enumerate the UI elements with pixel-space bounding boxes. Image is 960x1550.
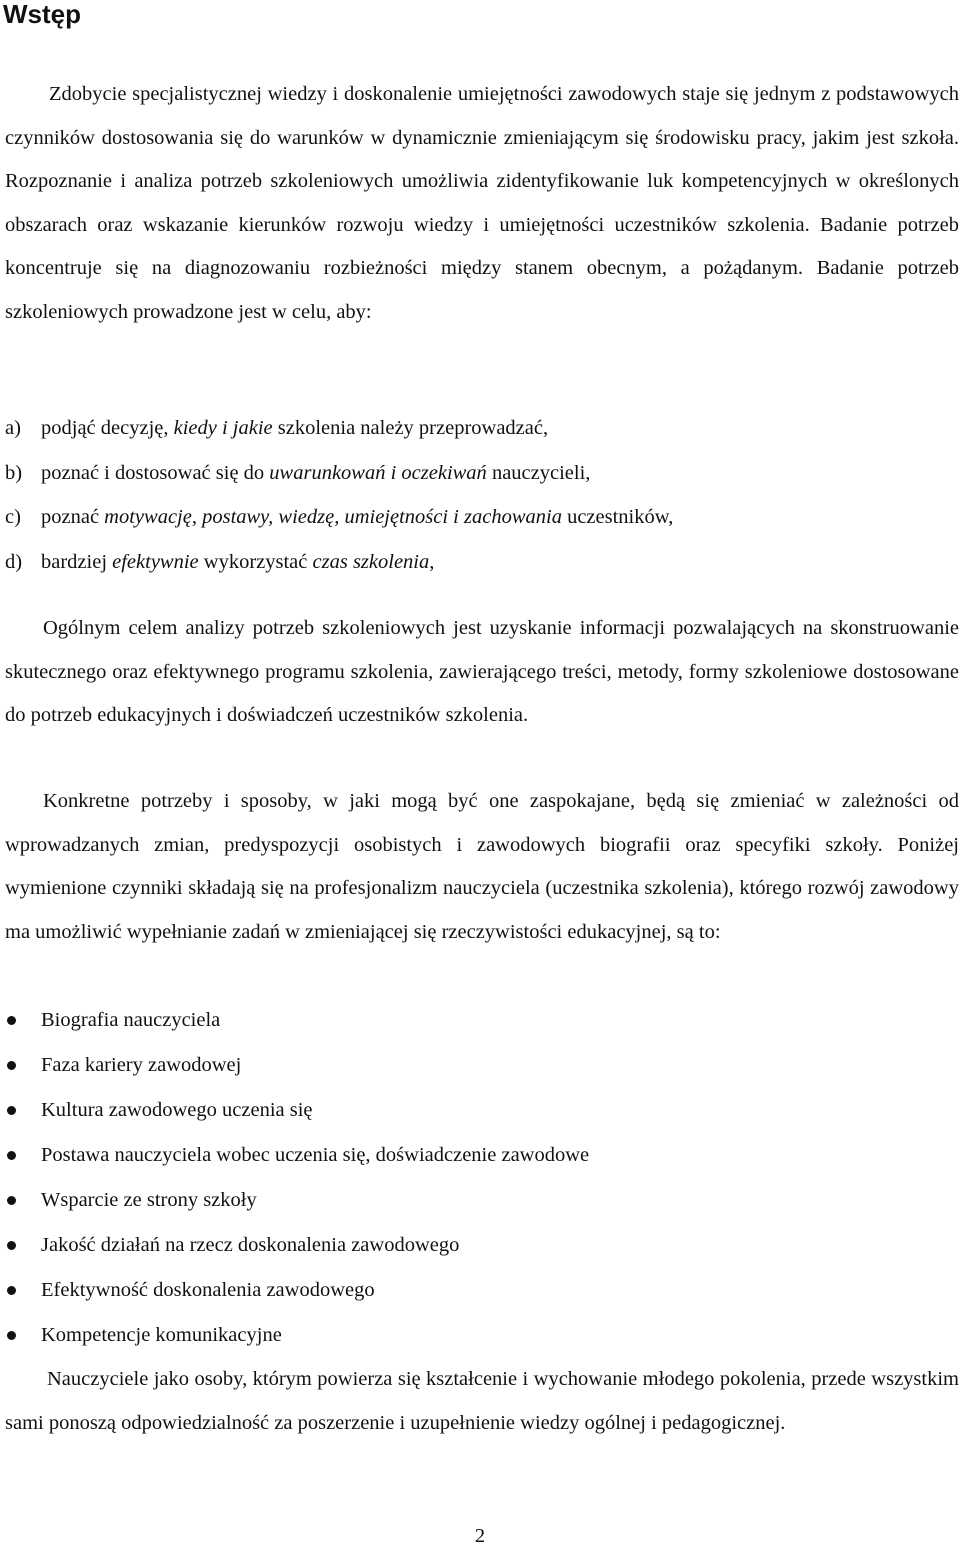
list-item-text: poznać <box>41 506 105 528</box>
list-item-text: Faza kariery zawodowej <box>41 1054 242 1076</box>
list-item-text: Kultura zawodowego uczenia się <box>41 1099 313 1121</box>
list-item <box>5 1313 945 1358</box>
list-item-text: Kompetencje komunikacyjne <box>41 1324 282 1346</box>
bullet-icon <box>7 1286 16 1295</box>
list-marker: c) <box>5 506 21 528</box>
list-item-text: Jakość działań na rzecz doskonalenia zawodowego <box>41 1234 460 1256</box>
bullet-icon <box>7 1241 16 1250</box>
list-item-text: Postawa nauczyciela wobec uczenia się, doświadczenie zawodowe <box>41 1144 590 1166</box>
needs-paragraph: Konkretne potrzeby i sposoby, w jaki mogą być one zaspokajane, będą się zmieniać w zależności od wprowadzanych zmian, predyspozycji osobistych i zawodowych biografii oraz specyfiki szkoły. Poniżej wymienione czynniki składają się na profesjonalizm nauczyciela (uczestnika szkolenia), którego rozwój zawodowy ma umożliwić wypełnianie zadań w zmieniającej się rzeczywistości edukacyjnej, są to: <box>5 790 959 943</box>
list-item-text: nauczycieli, <box>486 461 591 484</box>
goal-paragraph-block <box>5 607 959 738</box>
intro-paragraph-block <box>5 73 959 334</box>
bullet-icon <box>7 1196 16 1205</box>
list-item <box>5 1178 945 1223</box>
needs-paragraph-block <box>5 780 959 954</box>
page-number: 2 <box>474 1525 486 1547</box>
list-item <box>5 1043 945 1088</box>
bullet-icon <box>7 1106 16 1115</box>
list-marker: b) <box>5 461 23 484</box>
list-item-text: podjąć decyzję, <box>41 417 174 439</box>
section-heading: Wstęp <box>3 0 81 29</box>
list-item-emphasis: uwarunkowań i oczekiwań <box>269 461 487 484</box>
goal-paragraph: Ogólnym celem analizy potrzeb szkoleniowych jest uzyskanie informacji pozwalających na skonstruowanie skutecznego oraz efektywnego programu szkolenia, zawierającego treści, metody, formy szkoleniowe dostosowane do potrzeb edukacyjnych i doświadczeń uczestników szkolenia. <box>5 617 959 726</box>
list-item-emphasis: motywację, postawy, wiedzę, umiejętności i zachowania <box>104 506 562 528</box>
list-item <box>5 406 945 451</box>
list-item-emphasis: czas szkolenia <box>312 550 430 573</box>
professionalism-factors-list <box>5 998 945 1358</box>
list-item-emphasis: kiedy i jakie <box>173 417 273 439</box>
list-item <box>5 998 945 1043</box>
bullet-icon <box>7 1061 16 1070</box>
list-item-text: poznać i dostosować się do <box>41 461 270 484</box>
list-item-emphasis: efektywnie <box>112 550 199 573</box>
list-item <box>5 1088 945 1133</box>
list-item-text: bardziej <box>41 550 113 573</box>
bullet-icon <box>7 1151 16 1160</box>
list-item-text: Efektywność doskonalenia zawodowego <box>41 1279 375 1301</box>
closing-paragraph: Nauczyciele jako osoby, którym powierza się kształcenie i wychowanie młodego pokolenia, przede wszystkim sami ponoszą odpowiedzialność za poszerzenie i uzupełnienie wiedzy ogólnej i pedagogicznej. <box>5 1368 959 1434</box>
list-item <box>5 1223 945 1268</box>
list-item-text: uczestników, <box>561 506 674 528</box>
list-item <box>5 540 945 585</box>
training-aims-list <box>5 406 945 584</box>
bullet-icon <box>7 1016 16 1025</box>
list-item-text: Biografia nauczyciela <box>41 1009 221 1031</box>
list-item-text: wykorzystać <box>198 550 313 573</box>
list-item-text: , <box>429 550 435 573</box>
list-item <box>5 1268 945 1313</box>
list-item-text: szkolenia należy przeprowadzać, <box>272 417 549 439</box>
list-item <box>5 1133 945 1178</box>
closing-paragraph-block <box>5 1358 959 1445</box>
list-item <box>5 451 945 496</box>
list-item <box>5 495 945 540</box>
list-marker: a) <box>5 417 21 439</box>
list-item-text: Wsparcie ze strony szkoły <box>41 1189 257 1211</box>
bullet-icon <box>7 1331 16 1340</box>
list-marker: d) <box>5 550 23 573</box>
intro-paragraph: Zdobycie specjalistycznej wiedzy i doskonalenie umiejętności zawodowych staje się jednym z podstawowych czynników dostosowania się do warunków w dynamicznie zmieniającym się środowisku pracy, jakim jest szkoła. Rozpoznanie i analiza potrzeb szkoleniowych umożliwia zidentyfikowanie luk kompetencyjnych w określonych obszarach oraz wskazanie kierunków rozwoju wiedzy i umiejętności uczestników szkolenia. Badanie potrzeb koncentruje się na diagnozowaniu rozbieżności między stanem obecnym, a pożądanym. Badanie potrzeb szkoleniowych prowadzone jest w celu, aby: <box>5 83 959 323</box>
